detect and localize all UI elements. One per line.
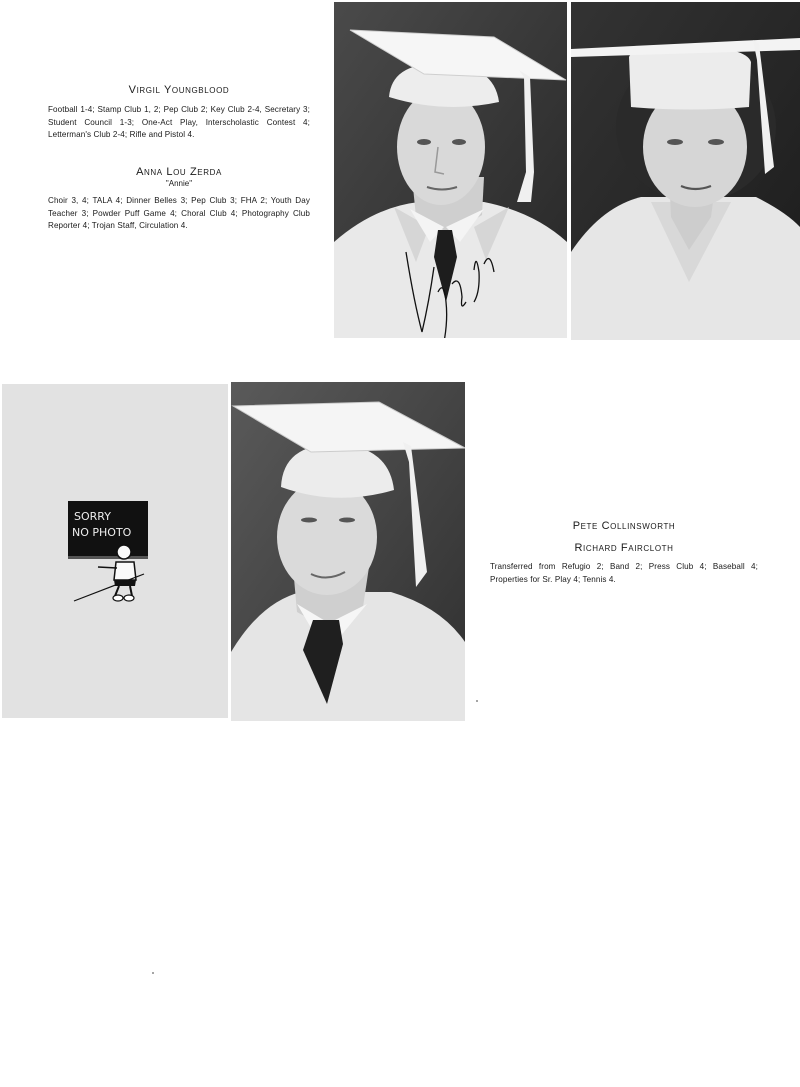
student-activities: Transferred from Refugio 2; Band 2; Press Club 4; Baseball 4; Properties for Sr. Play 4; Tennis 4. xyxy=(490,562,758,584)
bio-virgil-youngblood xyxy=(48,84,310,142)
student-name: Virgil Youngblood xyxy=(128,84,230,96)
bio-pete-collinsworth xyxy=(490,520,758,532)
scan-speck xyxy=(476,700,478,702)
student-name: Richard Faircloth xyxy=(574,542,674,554)
portrait-anna-lou-zerda xyxy=(571,2,800,340)
no-photo-text: NO PHOTO xyxy=(72,526,132,539)
student-activities: Choir 3, 4; TALA 4; Dinner Belles 3; Pep Club 3; FHA 2; Youth Day Teacher 3; Powder Puff Game 4; Choral Club 4; Photography Club Reporter 4; Trojan Staff, Circulation 4. xyxy=(48,196,310,231)
sorry-text: SORRY xyxy=(74,510,111,523)
portrait-richard-faircloth xyxy=(231,382,465,721)
bio-anna-lou-zerda xyxy=(48,166,310,233)
student-name: Pete Collinsworth xyxy=(572,520,676,532)
scan-speck xyxy=(152,972,154,974)
bio-richard-faircloth xyxy=(490,542,758,586)
student-name: Anna Lou Zerda xyxy=(136,166,222,178)
student-activities: Football 1-4; Stamp Club 1, 2; Pep Club 2; Key Club 2-4, Secretary 3; Student Council 1-3; One-Act Play, Interscholastic Contest 4; Letterman's Club 2-4; Rifle and Pistol 4. xyxy=(48,105,310,140)
portrait-virgil-youngblood xyxy=(334,2,567,338)
no-photo-placeholder xyxy=(2,384,228,718)
student-nickname: "Annie" xyxy=(165,179,193,188)
